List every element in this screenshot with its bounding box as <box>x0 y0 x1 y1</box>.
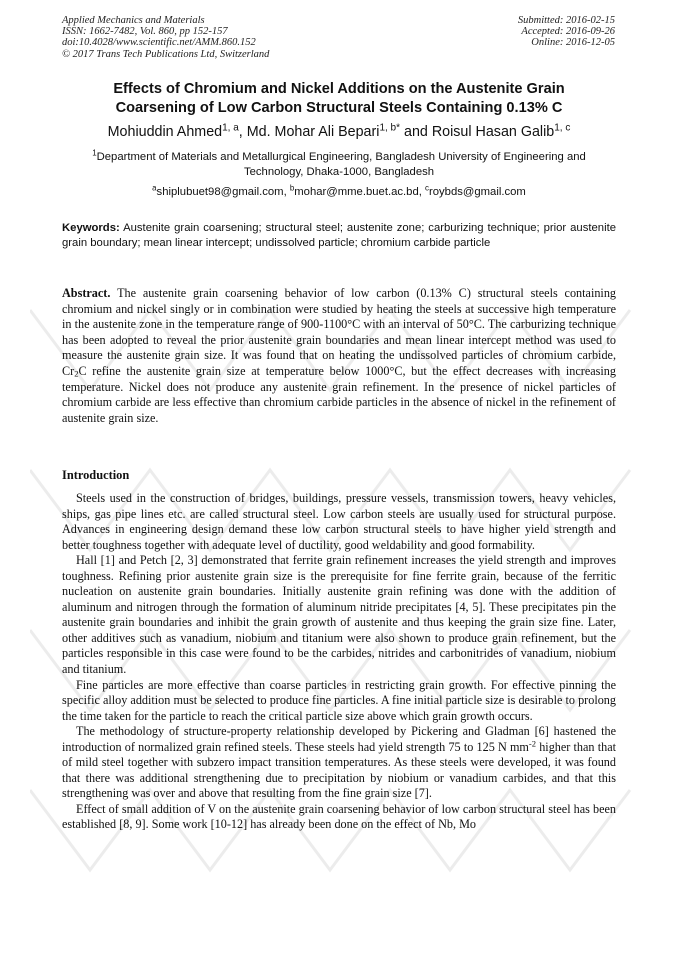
affiliation <box>62 150 616 180</box>
email-separator: , <box>283 186 290 198</box>
accepted-date: Accepted: 2016-09-26 <box>521 26 615 38</box>
abstract-text-2: C refine the austenite grain size at temperature below 1000°C, but the effect decreases with increasing temperature. Nickel does not produce any austenite grain refinement. In the presence of nickel particles of chromium carbide are less effective than chromium carbide particles in the absence of nickel in the refinement of austenite grain size. <box>62 363 616 425</box>
keywords-text: Austenite grain coarsening; structural steel; austenite zone; carburizing technique; prior austenite grain boundary; mean linear intercept; undissolved particle; chromium carbide particle <box>62 222 616 250</box>
unit-exponent: -2 <box>528 738 537 749</box>
abstract-text-1: The austenite grain coarsening behavior of low carbon (0.13% C) structural steels containing chromium and nickel singly or in combination were studied by heating the steels at successive high temperature in the austenite zone in the temperature range of 900-1100°C with an interval of 50°C. The carburizing technique has been adopted to reveal the prior austenite grain boundaries and mean linear intercept method was used to measure the austenite grain size. It was found that on heating the undissolved particles of chromium carbide, Cr <box>62 286 617 378</box>
author-3-affiliation: 1, c <box>554 122 571 134</box>
online-date: Online: 2016-12-05 <box>531 37 615 49</box>
author-3: Roisul Hasan Galib <box>431 124 555 140</box>
paragraph: Fine particles are more effective than coarse particles in restricting grain growth. For effective pinning the specific alloy addition must be selected to produce fine particles. A fine initial particle size is desirable to prolong the time taken for the particle to reach the critical particle size above which grain growth occurs. <box>62 677 616 723</box>
submitted-date: Submitted: 2016-02-15 <box>517 15 615 26</box>
email-c: roybds@gmail.com <box>428 186 526 198</box>
title-line-1: Effects of Chromium and Nickel Additions on the Austenite Grain <box>113 81 565 97</box>
paragraph-part: The methodology of structure-property relationship developed by Pickering and Gladman [6] hastened the introduction of normalized grain refined steels. These steels had yield strength 75 to 125 N mm <box>62 724 616 754</box>
title-line-2: Coarsening of Low Carbon Structural Steels Containing 0.13% C <box>115 100 563 116</box>
author-2: Md. Mohar Ali Bepari <box>246 124 380 140</box>
paragraph <box>62 724 616 802</box>
keywords-label: Keywords: <box>62 222 120 234</box>
email-marker-b: b <box>289 183 295 193</box>
journal-name: Applied Mechanics and Materials <box>62 15 205 26</box>
paragraph: Steels used in the construction of bridges, buildings, pressure vessels, transmission towers, heavy vehicles, ships, gas pipe lines etc. are called structural steel. Low carbon steels are usually used for structural purpose. Advances in engineering design demand these low carbon structural steels to have higher yield strength and better toughness together with adequate level of ductility, good weldability and good formability. <box>62 491 616 552</box>
abstract-label: Abstract. <box>62 286 111 300</box>
issn-line: ISSN: 1662-7482, Vol. 860, pp 152-157 <box>62 26 228 38</box>
copyright-line: © 2017 Trans Tech Publications Ltd, Switzerland <box>62 48 270 60</box>
author-separator: , <box>238 124 247 140</box>
author-separator: and <box>400 124 432 140</box>
publication-dates <box>518 15 615 49</box>
keywords <box>62 221 616 251</box>
paragraph: Effect of small addition of V on the austenite grain coarsening behavior of low carbon structural steel has been established [8, 9]. Some work [10-12] has already been done on the effect of Nb, Mo <box>62 801 616 832</box>
email-separator: , <box>418 186 426 198</box>
journal-info <box>62 15 269 60</box>
paragraph-part: higher than that of mild steel together with subzero impact transition temperatures. As these steels were developed, it was found that there was additional strengthening due to precipitation by niobium or vanadium carbides, and that this strengthening was over and above that resulting from the fine grain size [7]. <box>62 739 616 801</box>
paragraph: Hall [1] and Petch [2, 3] demonstrated that ferrite grain refinement increases the yield strength and improves toughness. Refining prior austenite grain size is the prerequisite for fine ferrite grain, because of the ferritic nucleation on austenite grain boundaries. Initially austenite grain refining was done with the addition of aluminum and nitrogen through the formation of aluminum nitride precipitates [4, 5]. These precipitates pin the austenite grain boundaries and inhibit the grain growth of austenite and thus keeping the grain size fine. Later, other additives such as vanadium, niobium and titanium were also shown to produce grain refinement, but the particles responsible in this case were found to be the carbides, nitrides and carbonitrides of vanadium, niobium and titanium. <box>62 553 616 677</box>
author-2-affiliation: 1, b* <box>379 122 401 134</box>
paper-title <box>62 80 616 118</box>
abstract <box>62 286 616 426</box>
affiliation-text: Department of Materials and Metallurgical Engineering, Bangladesh University of Engineering and Technology, Dhaka-1000, Bangladesh <box>96 151 586 178</box>
email-a: shiplubuet98@gmail.com <box>156 186 284 198</box>
email-marker-a: a <box>152 183 157 193</box>
author-1: Mohiuddin Ahmed <box>107 124 223 140</box>
email-b: mohar@mme.buet.ac.bd <box>294 186 419 198</box>
abstract-subscript: 2 <box>74 368 79 379</box>
doi-line: doi:10.4028/www.scientific.net/AMM.860.152 <box>62 37 256 49</box>
introduction-body <box>62 491 616 833</box>
author-emails <box>62 185 616 200</box>
section-heading-introduction: Introduction <box>62 468 130 482</box>
affiliation-marker: 1 <box>92 148 97 158</box>
email-marker-c: c <box>425 183 429 193</box>
author-1-affiliation: 1, a <box>222 122 239 134</box>
author-list <box>62 122 616 142</box>
